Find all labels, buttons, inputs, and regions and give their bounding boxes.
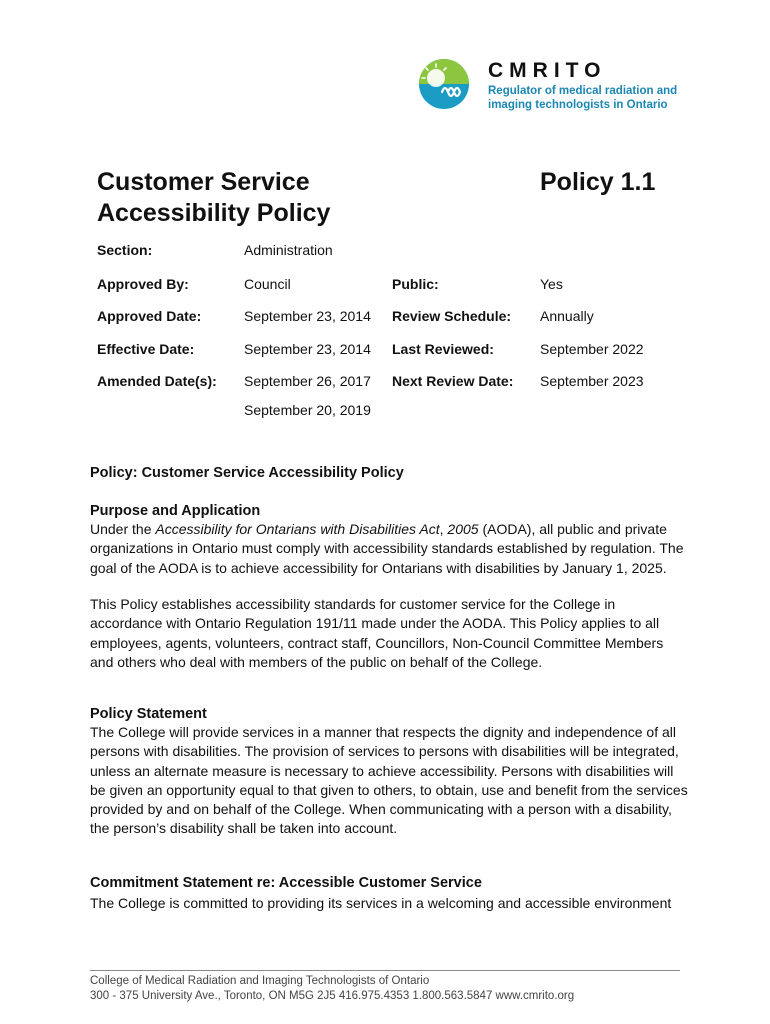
public-label: Public: [392,276,439,292]
last-reviewed-label: Last Reviewed: [392,341,494,357]
footer-contact: 300 - 375 University Ave., Toronto, ON M5G 2J5 416.975.4353 1.800.563.5847 www.cmrito.org [90,990,575,1002]
amended-date-1: September 26, 2017 [244,373,371,389]
document-title-line-1: Customer Service [97,168,310,196]
review-schedule-label: Review Schedule: [392,308,512,324]
section-value: Administration [244,242,333,258]
aoda-act-year: 2005 [447,521,479,537]
approved-date-value: September 23, 2014 [244,308,371,324]
logo-tagline-line-1: Regulator of medical radiation and [488,85,678,97]
purpose-p1-comma: , [439,521,448,537]
footer-organization: College of Medical Radiation and Imaging Technologists of Ontario [90,975,430,987]
purpose-p1-after: (AODA), all public and private organizations in Ontario must comply with accessibility standards established by regulation. The goal of the AODA is to achieve accessibility for Ontarians with disabilities by January 1, 2025. [90,521,684,576]
policy-number: Policy 1.1 [540,168,656,196]
purpose-heading: Purpose and Application [90,503,261,519]
commitment-heading: Commitment Statement re: Accessible Customer Service [90,875,482,891]
policy-statement-paragraph: The College will provide services in a manner that respects the dignity and independence of all persons with disabilities. The provision of services to persons with disabilities will be integrated, unless an alternate measure is necessary to achieve accessibility. Persons with disabilities will be given an opportunity equal to that given to others, to obtain, use and benefit from the services provided by and on behalf of the College. When communicating with a person with a disability, the person’s disability shall be taken into account. [90,724,688,837]
effective-date-value: September 23, 2014 [244,341,371,357]
approved-date-label: Approved Date: [97,308,202,324]
approved-by-value: Council [244,276,291,292]
cmrito-sun-wave-icon [418,58,470,110]
effective-date-label: Effective Date: [97,341,195,357]
next-review-label: Next Review Date: [392,373,514,389]
document-title-line-2: Accessibility Policy [97,199,331,227]
commitment-paragraph: The College is committed to providing its services in a welcoming and accessible environment [90,895,672,911]
purpose-paragraph-1 [90,520,690,578]
approved-by-label: Approved By: [97,276,189,292]
review-schedule-value: Annually [540,308,594,324]
public-value: Yes [540,276,563,292]
amended-dates-label: Amended Date(s): [97,373,217,389]
last-reviewed-value: September 2022 [540,341,644,357]
document-title [97,167,330,229]
cmrito-logo [418,58,698,114]
policy-statement-heading: Policy Statement [90,706,207,722]
amended-date-2: September 20, 2019 [244,402,371,418]
footer-divider [90,970,680,971]
purpose-paragraph-2: This Policy establishes accessibility standards for customer service for the College in accordance with Ontario Regulation 191/11 made under the AODA. This Policy applies to all employees, agents, volunteers, contract staff, Councillors, Non-Council Committee Members and others who deal with members of the public on behalf of the College. [90,596,664,670]
aoda-act-title: Accessibility for Ontarians with Disabilities Act [155,521,440,537]
policy-heading: Policy: Customer Service Accessibility Policy [90,465,404,481]
logo-tagline-line-2: imaging technologists in Ontario [488,99,668,111]
next-review-value: September 2023 [540,373,644,389]
logo-tagline [488,84,677,112]
logo-name: CMRITO [488,59,607,82]
section-label: Section: [97,242,153,258]
purpose-p1-before: Under the [90,521,156,537]
